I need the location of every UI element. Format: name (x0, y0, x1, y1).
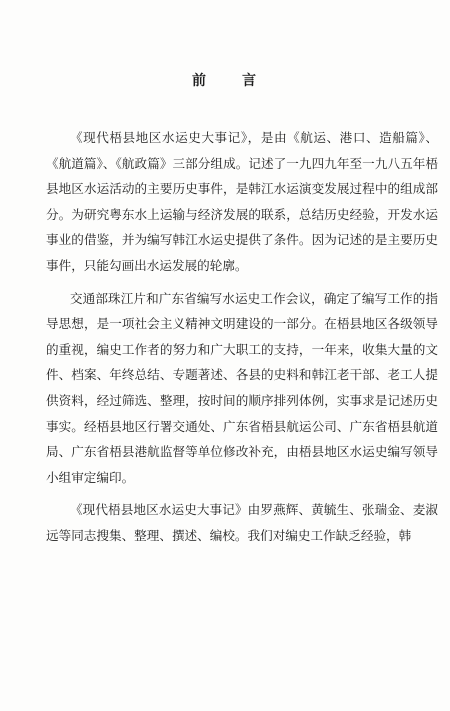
title-char-first: 前 (192, 73, 208, 89)
paragraph-authors: 《现代梧县地区水运史大事记》由罗燕辉、黄毓生、张瑞金、麦淑远等同志搜集、整理、撰述、编校。我们对编史工作缺乏经验，韩 (46, 502, 438, 543)
page-title (0, 70, 450, 90)
paragraph-compilation: 交通部珠江片和广东省编写水运史工作会议，确定了编写工作的指导思想，是一项社会主义精神文明建设的一部分。在梧县地区各级领导的重视，编史工作者的努力和广大职工的支持，一年来，收集大量的文件、档案、年终总结、专题著述、各县的史料和韩江老干部、老工人提供资料，经过筛选、整理，按时间的顺序排列体例，实事求是记述历史事实。经梧县地区行署交通处、广东省梧县航运公司、广东省梧县航道局、广东省梧县港航监督等单位修改补充，由梧县地区水运史编写领导小组审定编印。 (46, 290, 438, 485)
title-char-second: 言 (242, 73, 258, 89)
body-text (46, 125, 438, 549)
paragraph-intro: 《现代梧县地区水运史大事记》，是由《航运、港口、造船篇》、《航道篇》、《航政篇》三部分组成。记述了一九四九年至一九八五年梧县地区水运活动的主要历史事件，是韩江水运演变发展过程中的组成部分。为研究粤东水上运输与经济发展的联系，总结历史经验，开发水运事业的借鉴，并为编写韩江水运史提供了条件。因为记述的是主要历史事件，只能勾画出水运发展的轮廓。 (46, 130, 438, 273)
